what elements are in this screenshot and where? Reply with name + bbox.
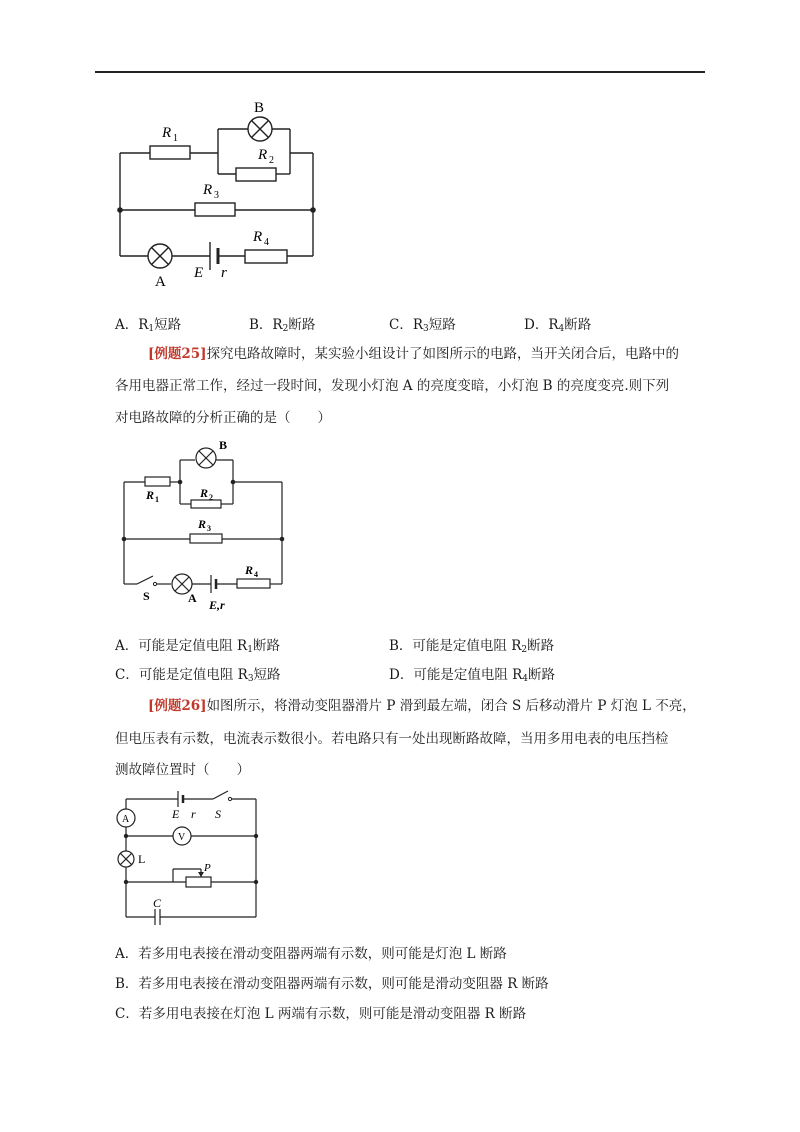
label-r1: R (146, 488, 155, 502)
label-ammeter: A (122, 814, 130, 825)
resistor-r4 (237, 579, 270, 588)
resistor-r3 (190, 534, 222, 543)
option-text: 短路 (253, 667, 281, 683)
label-r2-sub: 2 (269, 155, 274, 166)
option-letter: B． (389, 638, 413, 654)
label-r1-sub: 1 (155, 495, 159, 504)
label-r2: R (200, 486, 209, 500)
q26-option-c[interactable] (115, 1005, 526, 1023)
option-sub: 4 (558, 324, 565, 334)
option-sub: 2 (282, 324, 289, 334)
option-sub: 3 (423, 324, 429, 334)
option-letter: B． (249, 317, 273, 333)
label-r3-sub: 3 (214, 190, 219, 201)
option-letter: A． (115, 946, 139, 962)
label-r3: R (203, 182, 213, 198)
label-lamp-b: B (219, 438, 228, 452)
q25-option-c[interactable] (115, 666, 281, 688)
option-text: 可能是定值电阻 R (413, 667, 523, 683)
label-r4-sub: 4 (254, 570, 258, 579)
option-text: 断路 (528, 667, 556, 683)
resistor-r3 (195, 203, 235, 216)
label-r2: R (258, 147, 268, 163)
rheostat-r (186, 877, 211, 887)
label-r2-sub: 2 (209, 493, 213, 502)
question-tag: [例题26] (148, 698, 207, 714)
q25-option-a[interactable] (115, 637, 280, 659)
resistor-r1 (145, 477, 170, 486)
resistor-r1 (150, 146, 190, 159)
q26-option-a[interactable] (115, 945, 507, 963)
option-text: R (272, 317, 283, 333)
option-letter: C． (115, 667, 139, 683)
option-letter: D． (524, 317, 549, 333)
label-switch-s: S (215, 807, 221, 821)
option-text: 断路 (564, 317, 592, 333)
q25-stem-line-3: 对电路故障的分析正确的是（ ） (115, 410, 331, 426)
option-text: 可能是定值电阻 R (412, 638, 522, 654)
option-text: R (412, 317, 424, 333)
q25-option-d[interactable] (389, 666, 555, 688)
label-slider-p: P (204, 862, 211, 874)
q24-option-c[interactable] (389, 316, 456, 338)
option-letter: A． (115, 638, 139, 654)
circuit-figure-q26 (113, 787, 273, 927)
option-letter: C． (115, 1006, 139, 1022)
q24-option-a[interactable] (115, 316, 181, 338)
option-text: 若多用电表接在滑动变阻器两端有示数，则可能是滑动变阻器 R 断路 (138, 976, 549, 992)
switch-s-icon (213, 791, 228, 799)
option-letter: A． (115, 317, 139, 333)
option-text: 若多用电表接在灯泡 L 两端有示数，则可能是滑动变阻器 R 断路 (138, 1006, 527, 1022)
label-lamp-l: L (138, 852, 146, 866)
label-r4: R (253, 229, 263, 245)
option-text: 可能是定值电阻 R (138, 667, 248, 683)
resistor-r2 (191, 500, 221, 508)
option-text: 短路 (154, 317, 182, 333)
q25-stem-line-2: 各用电器正常工作，经过一段时间，发现小灯泡 A 的亮度变暗，小灯泡 B 的亮度变亮.则下列 (115, 378, 670, 394)
label-r1-sub: 1 (173, 133, 178, 144)
label-r4-sub: 4 (264, 237, 269, 248)
option-text: R (138, 317, 149, 333)
q26-stem-line-2: 但电压表有示数，电流表示数很小。若电路只有一处出现断路故障，当用多用电表的电压挡检 (115, 731, 669, 747)
q26-stem-line-3: 测故障位置时（ ） (115, 762, 250, 778)
option-sub: 4 (522, 674, 529, 684)
option-text: 若多用电表接在滑动变阻器两端有示数，则可能是灯泡 L 断路 (138, 946, 507, 962)
option-letter: C． (389, 317, 413, 333)
q25-option-b[interactable] (389, 637, 554, 659)
q26-option-b[interactable] (115, 975, 549, 993)
option-letter: B． (115, 976, 139, 992)
option-text: 断路 (288, 317, 316, 333)
option-sub: 2 (521, 645, 528, 655)
switch-s-icon (137, 576, 153, 584)
option-letter: D． (389, 667, 414, 683)
label-lamp-a: A (155, 274, 166, 290)
label-capacitor: C (153, 896, 162, 910)
circuit-figure-q24 (110, 92, 330, 292)
resistor-r4 (245, 250, 287, 263)
stem-text: 探究电路故障时，某实验小组设计了如图所示的电路，当开关闭合后，电路中的 (206, 346, 680, 362)
q24-option-d[interactable] (524, 316, 591, 338)
option-text: 断路 (252, 638, 280, 654)
label-lamp-a: A (188, 591, 197, 605)
option-text: 断路 (527, 638, 555, 654)
label-r1: R (162, 125, 172, 141)
option-text: 可能是定值电阻 R (138, 638, 248, 654)
label-emf: E,r (209, 598, 225, 612)
header-rule (95, 71, 705, 73)
label-lamp-b: B (254, 100, 265, 116)
label-switch-s: S (143, 589, 150, 603)
label-voltmeter: V (178, 832, 186, 843)
label-r3: R (198, 517, 207, 531)
option-text: 短路 (428, 317, 456, 333)
label-r3-sub: 3 (207, 524, 211, 533)
label-internal-r: r (191, 807, 196, 821)
label-emf: E (194, 265, 204, 281)
label-emf: E (172, 807, 180, 821)
circuit-figure-q25 (115, 438, 295, 613)
option-sub: 1 (247, 645, 253, 655)
option-text: R (548, 317, 559, 333)
q24-option-b[interactable] (249, 316, 315, 338)
resistor-r2 (236, 168, 276, 181)
q26-stem-line-1 (148, 697, 696, 715)
question-tag: [例题25] (148, 346, 207, 362)
stem-text: 如图所示，将滑动变阻器滑片 P 滑到最左端，闭合 S 后移动滑片 P 灯泡 L 不亮， (206, 698, 696, 714)
label-r4: R (245, 563, 254, 577)
option-sub: 3 (247, 674, 254, 684)
q25-stem-line-1 (148, 345, 679, 363)
label-internal-r: r (221, 265, 227, 281)
option-sub: 1 (148, 324, 155, 334)
